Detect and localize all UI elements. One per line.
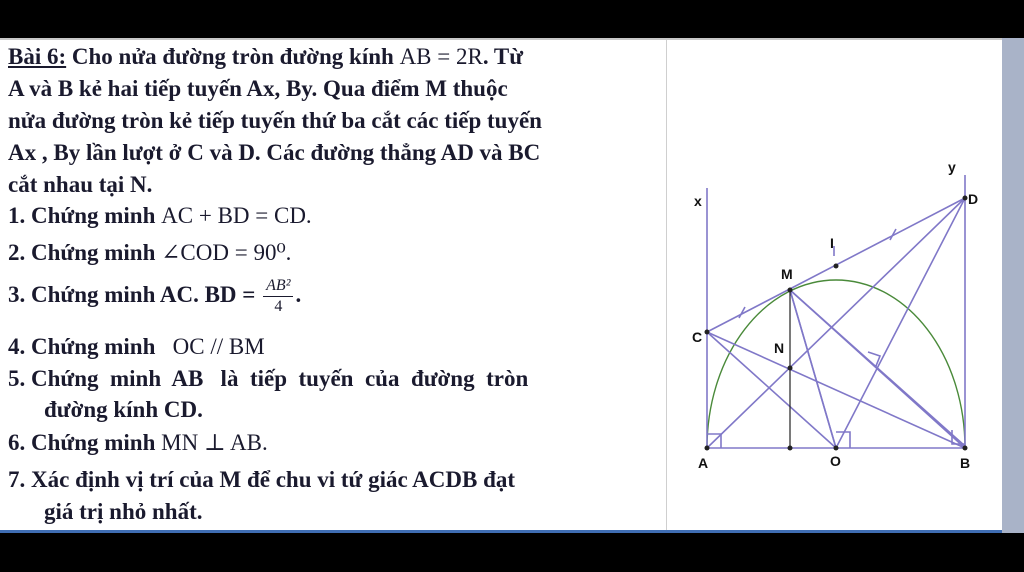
item-3: 3. Chứng minh AC. BD = $\frac{\text{AB²}}{4}$ .: [8, 277, 302, 315]
point-d: [963, 196, 968, 201]
problem-line-3: nửa đường tròn kẻ tiếp tuyến thứ ba cắt các tiếp tuyến: [8, 108, 542, 133]
problem-line-1: Bài 6: Cho nửa đường tròn đường kính AB = 2R. Từ: [8, 44, 524, 69]
label-d: D: [968, 191, 979, 207]
segment-bc: [707, 332, 965, 448]
item-7: 7. Xác định vị trí của M để chu vi tứ giác ACDB đạt: [8, 467, 516, 492]
label-x: x: [694, 193, 702, 209]
point-c: [705, 330, 710, 335]
segment-mo-b: [790, 290, 836, 448]
label-a: A: [698, 455, 709, 471]
point-b: [963, 446, 968, 451]
label-c: C: [692, 329, 703, 345]
problem-title: Bài 6:: [8, 44, 67, 69]
point-n: [788, 366, 793, 371]
label-i: I: [830, 235, 834, 251]
label-n: N: [774, 340, 785, 356]
geometry-figure: [667, 40, 1002, 530]
item-7-continuation: giá trị nhỏ nhất.: [44, 499, 203, 524]
fraction: $\frac{\text{AB²}}{4}$: [263, 276, 293, 317]
problem-line-5: cắt nhau tại N.: [8, 172, 153, 197]
problem-line-4: Ax , By lần lượt ở C và D. Các đường thẳng AD và BC: [8, 140, 541, 165]
semicircle-arc: [707, 280, 965, 448]
right-edge-strip: [1002, 38, 1024, 533]
item-2: 2. Chứng minh ∠COD = 90⁰.: [8, 240, 292, 265]
item-5: 5. Chứng minh AB là tiếp tuyến của đường tròn: [8, 366, 529, 391]
label-b: B: [960, 455, 971, 471]
segment-oc: [707, 332, 836, 448]
label-m: M: [781, 266, 793, 282]
item-4: 4. Chứng minh OC // BM: [8, 334, 265, 359]
point-foot: [788, 446, 793, 451]
label-o: O: [830, 453, 841, 469]
point-i: [834, 264, 839, 269]
point-o: [834, 446, 839, 451]
problem-line-2: A và B kẻ hai tiếp tuyến Ax, By. Qua điểm M thuộc: [8, 76, 508, 101]
item-5-continuation: đường kính CD.: [44, 397, 203, 422]
label-y: y: [948, 159, 956, 175]
segment-od-cross: [790, 290, 965, 446]
item-1: 1. Chứng minh AC + BD = CD.: [8, 203, 312, 228]
segment-od: [836, 198, 965, 448]
point-a: [705, 446, 710, 451]
item-6: 6. Chứng minh MN ⊥ AB.: [8, 430, 268, 455]
point-m: [788, 288, 793, 293]
